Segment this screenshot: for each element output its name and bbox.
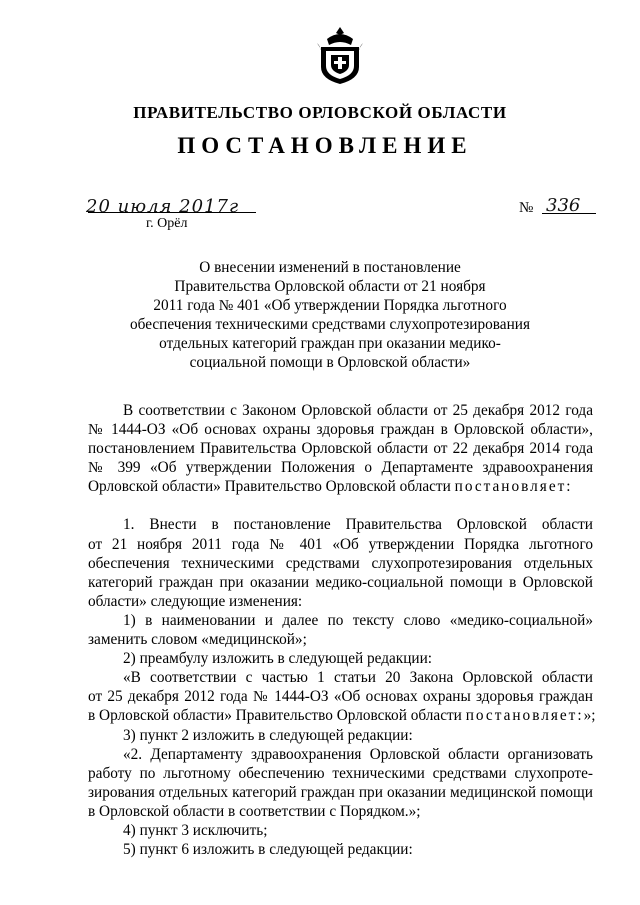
document-body — [88, 401, 596, 859]
item3-quote-line: работу по льготному обеспечению техническими средствами слухопроте- — [88, 764, 593, 782]
item2-quote-line — [88, 706, 596, 725]
title-line: О внесении изменений в постановление — [199, 259, 461, 276]
item1-line: 1) в наименовании и далее по тексту слово «медико-социальной» — [123, 611, 593, 629]
preamble-line: постановлением Правительства Орловской области от 22 декабря 2014 года — [88, 440, 593, 458]
item2-intro: 2) преамбулу изложить в следующей редакции: — [123, 650, 433, 668]
para1-line: категорий граждан при оказании медико-социальной помощи в Орловской — [88, 573, 593, 591]
item2-quote-line: «В соответствии с частью 1 статьи 20 Закона Орловской области — [123, 669, 593, 687]
title-line: Правительства Орловской области от 21 ноября — [174, 278, 486, 296]
item5-line: 5) пункт 6 изложить в следующей редакции: — [123, 841, 413, 859]
document-type: ПОСТАНОВЛЕНИЕ — [177, 133, 473, 158]
coat-of-arms-icon — [315, 25, 365, 85]
number-underline — [542, 213, 596, 214]
item2-quote-line: от 25 декабря 2012 года № 1444-ОЗ «Об основах охраны здоровья граждан — [88, 688, 593, 706]
number-sign: № — [519, 200, 534, 216]
preamble-text: Орловской области» Правительство Орловской области — [88, 478, 451, 496]
item3-intro: 3) пункт 2 изложить в следующей редакции: — [123, 726, 413, 744]
item2-quote-end: »; — [583, 707, 596, 725]
para1-line: от 21 ноября 2011 года № 401 «Об утверждении Порядка льготного — [88, 535, 593, 553]
para1-line: области» следующие изменения: — [88, 592, 303, 610]
title-line: 2011 года № 401 «Об утверждении Порядка льготного — [153, 297, 507, 315]
item1-line: заменить словом «медицинской»; — [88, 631, 307, 649]
preamble-line: В соответствии с Законом Орловской области от 25 декабря 2012 года — [123, 402, 593, 419]
item3-quote-line: «2. Департаменту здравоохранения Орловской области организовать — [123, 745, 593, 763]
city: г. Орёл — [146, 216, 188, 231]
preamble-line — [88, 477, 593, 496]
item3-quote-line: зирования отдельных категорий граждан при оказании медицинской помощи — [88, 783, 593, 801]
preamble-line: № 399 «Об утверждении Положения о Департаменте здравоохранения — [88, 459, 593, 477]
number-handwritten: 336 — [546, 195, 581, 216]
para1-line: обеспечения техническими средствами слухопротезирования отдельных — [88, 554, 593, 572]
para1-line: 1. Внести в постановление Правительства Орловской области — [123, 516, 593, 534]
date-handwritten: 20 июля 2017г — [86, 196, 240, 217]
government-name: ПРАВИТЕЛЬСТВО ОРЛОВСКОЙ ОБЛАСТИ — [133, 103, 507, 122]
item3-quote-line: в Орловской области в соответствии с Порядком.»; — [88, 802, 421, 820]
item4-line: 4) пункт 3 исключить; — [123, 821, 268, 839]
title-line: обеспечения техническими средствами слухопротезирования — [129, 316, 530, 334]
spaced-keyword: постановляет: — [465, 707, 584, 725]
preamble-line: № 1444-ОЗ «Об основах охраны здоровья граждан в Орловской области», — [88, 421, 593, 439]
title-line: отдельных категорий граждан при оказании медико- — [159, 335, 501, 353]
date-underline — [88, 212, 256, 213]
spaced-keyword: постановляет: — [454, 478, 573, 496]
document-title — [90, 258, 570, 373]
item2-quote-text: в Орловской области» Правительство Орловской области — [88, 707, 462, 725]
title-line: социальной помощи в Орловской области» — [189, 354, 471, 372]
